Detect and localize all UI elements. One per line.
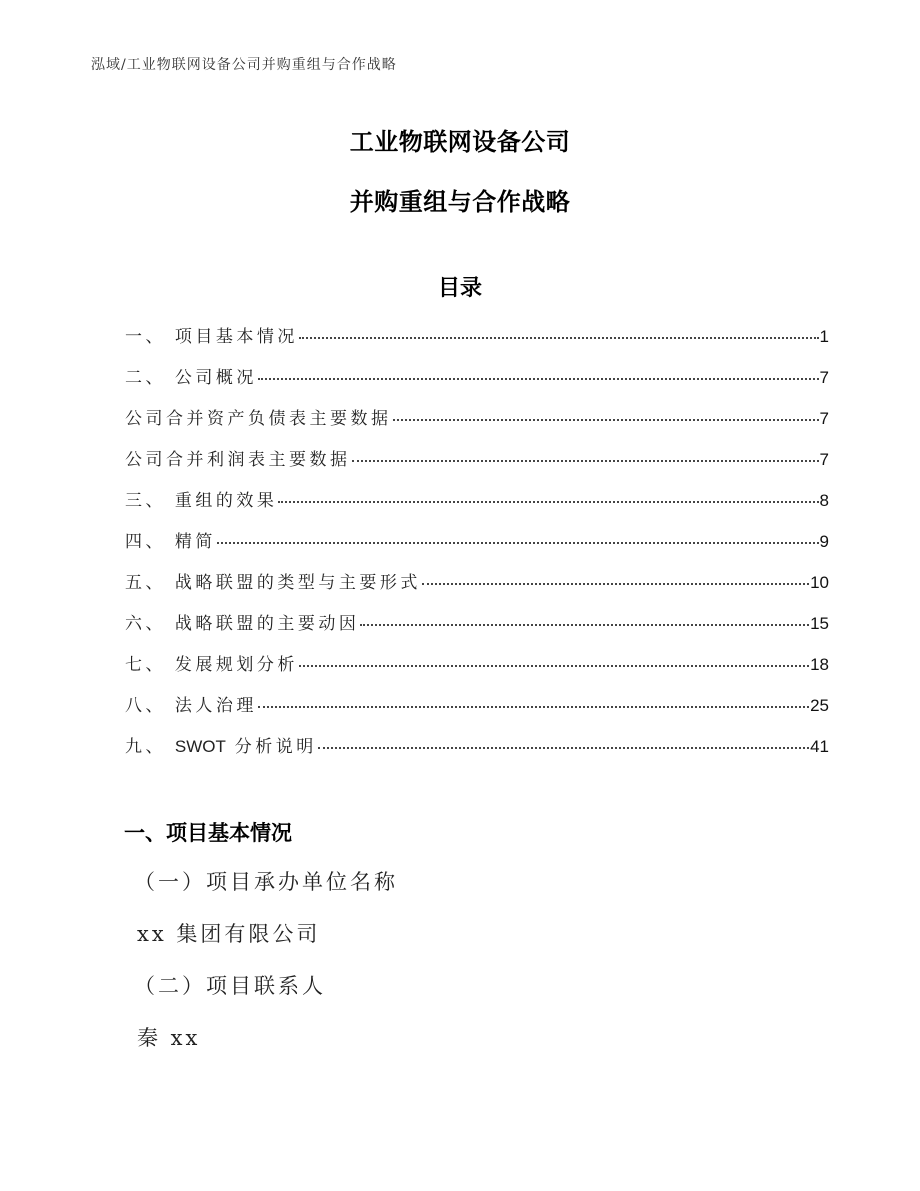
toc-entry-title: 重组的效果 bbox=[174, 491, 278, 511]
toc-entry-development-plan[interactable] bbox=[125, 650, 829, 691]
toc-page-number: 18 bbox=[810, 655, 829, 674]
dot-leader bbox=[318, 747, 809, 749]
toc-page-number: 9 bbox=[819, 532, 829, 551]
toc-entry-number: 七、 bbox=[125, 655, 166, 675]
toc-page-number: 15 bbox=[810, 614, 829, 633]
toc-entry-swot-analysis[interactable] bbox=[125, 732, 829, 773]
subheading-undertaking-unit: （一）项目承办单位名称 bbox=[134, 870, 398, 894]
toc-entry-income-statement[interactable] bbox=[125, 445, 829, 486]
toc-entry-number: 六、 bbox=[125, 614, 166, 634]
dot-leader bbox=[258, 706, 809, 708]
toc-entry-corporate-governance[interactable] bbox=[125, 691, 829, 732]
toc-entry-number: 五、 bbox=[125, 573, 166, 593]
dot-leader bbox=[278, 501, 818, 503]
toc-entry-title: 项目基本情况 bbox=[174, 327, 298, 347]
toc-heading: 目录 bbox=[437, 276, 482, 301]
toc-entry-title: 公司合并利润表主要数据 bbox=[125, 450, 351, 470]
toc-page-number: 10 bbox=[810, 573, 829, 592]
running-header: 泓域/工业物联网设备公司并购重组与合作战略 bbox=[91, 57, 397, 73]
dot-leader bbox=[217, 542, 819, 544]
toc-entry-title: 公司概况 bbox=[174, 368, 257, 388]
toc-entry-number: 三、 bbox=[125, 491, 166, 511]
toc-entry-number: 一、 bbox=[125, 327, 166, 347]
dot-leader bbox=[258, 378, 819, 380]
toc-entry-label bbox=[125, 609, 359, 634]
undertaking-unit-name: xx 集团有限公司 bbox=[137, 922, 321, 946]
table-of-contents bbox=[125, 322, 829, 773]
dot-leader bbox=[299, 337, 819, 339]
toc-page-number: 25 bbox=[810, 696, 829, 715]
toc-entry-title: 公司合并资产负债表主要数据 bbox=[125, 409, 392, 429]
toc-entry-balance-sheet[interactable] bbox=[125, 404, 829, 445]
toc-page-number: 7 bbox=[819, 450, 829, 469]
toc-entry-title: 精简 bbox=[174, 532, 216, 552]
toc-entry-title: 分析说明 bbox=[225, 737, 317, 757]
toc-page-number: 7 bbox=[819, 368, 829, 387]
toc-entry-number: 八、 bbox=[125, 696, 166, 716]
toc-entry-label bbox=[125, 486, 277, 511]
toc-entry-streamlining[interactable] bbox=[125, 527, 829, 568]
toc-entry-project-basics[interactable] bbox=[125, 322, 829, 363]
document-title-line-1: 工业物联网设备公司 bbox=[349, 128, 571, 156]
dot-leader bbox=[422, 583, 809, 585]
toc-entry-label bbox=[125, 650, 298, 675]
toc-entry-title-latin: SWOT bbox=[174, 737, 226, 756]
toc-entry-label bbox=[125, 568, 421, 593]
toc-entry-title: 战略联盟的类型与主要形式 bbox=[174, 573, 421, 593]
toc-entry-number: 二、 bbox=[125, 368, 166, 388]
dot-leader bbox=[299, 665, 809, 667]
dot-leader bbox=[393, 419, 819, 421]
toc-entry-number: 九、 bbox=[125, 737, 166, 757]
subheading-contact-person: （二）项目联系人 bbox=[134, 974, 326, 998]
toc-page-number: 7 bbox=[819, 409, 829, 428]
toc-entry-label bbox=[125, 732, 317, 757]
contact-person-name: 秦 xx bbox=[137, 1026, 201, 1050]
toc-page-number: 8 bbox=[819, 491, 829, 510]
toc-entry-restructuring-effects[interactable] bbox=[125, 486, 829, 527]
toc-entry-label bbox=[125, 363, 257, 388]
document-title-line-2: 并购重组与合作战略 bbox=[349, 188, 571, 216]
toc-entry-alliance-types[interactable] bbox=[125, 568, 829, 609]
toc-entry-company-overview[interactable] bbox=[125, 363, 829, 404]
toc-entry-number: 四、 bbox=[125, 532, 166, 552]
toc-entry-title: 法人治理 bbox=[174, 696, 257, 716]
toc-page-number: 1 bbox=[819, 327, 829, 346]
dot-leader bbox=[360, 624, 809, 626]
toc-entry-label bbox=[125, 691, 257, 716]
section-heading-project-basics: 一、项目基本情况 bbox=[124, 821, 292, 845]
toc-entry-label bbox=[125, 527, 216, 552]
dot-leader bbox=[352, 460, 819, 462]
toc-entry-title: 发展规划分析 bbox=[174, 655, 298, 675]
toc-entry-title: 战略联盟的主要动因 bbox=[174, 614, 360, 634]
toc-entry-label bbox=[125, 322, 298, 347]
toc-page-number: 41 bbox=[810, 737, 829, 756]
toc-entry-alliance-motives[interactable] bbox=[125, 609, 829, 650]
